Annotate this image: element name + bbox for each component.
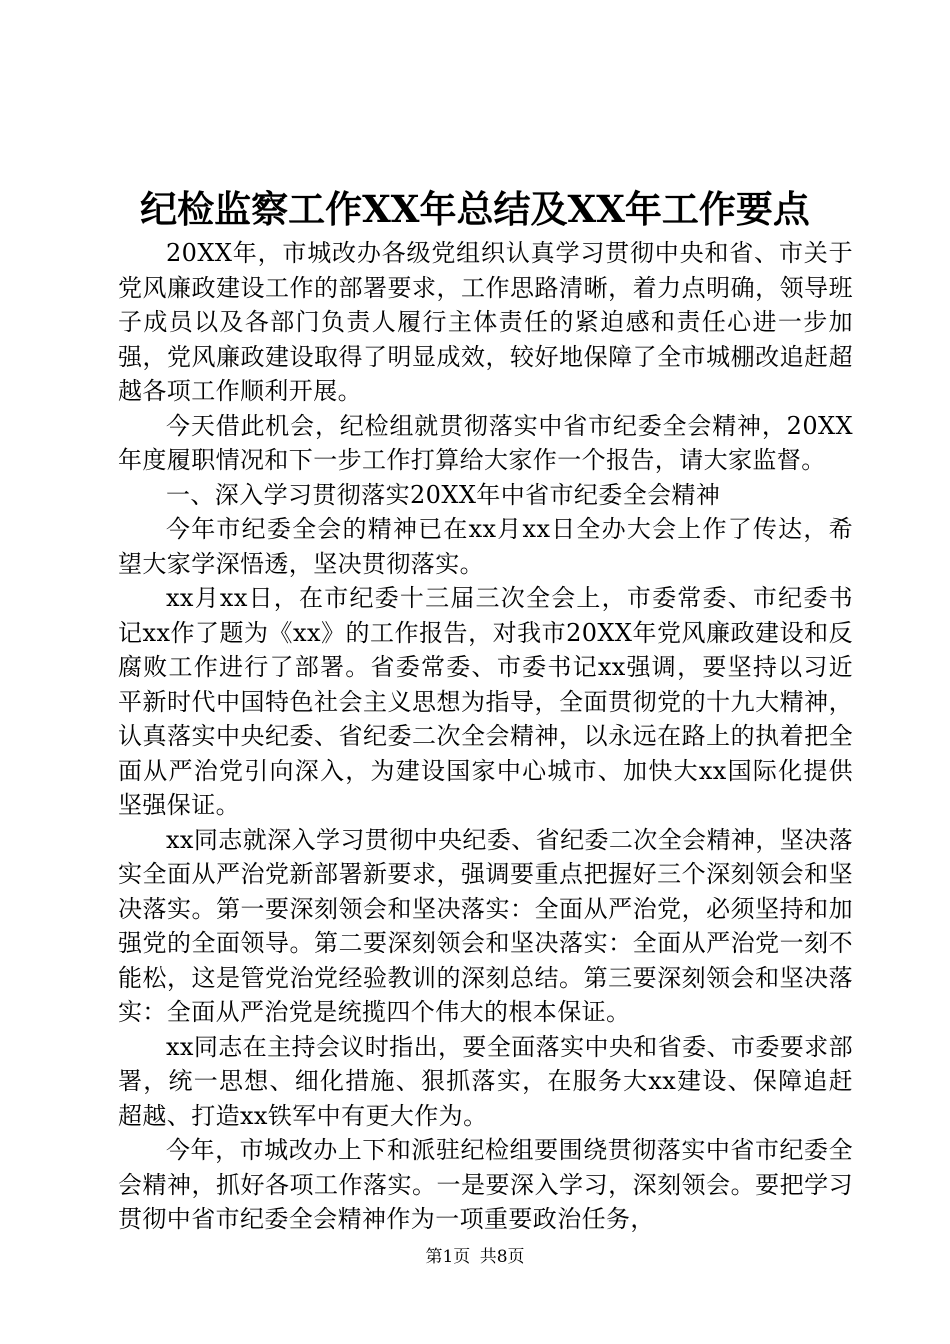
document-title: 纪检监察工作XX年总结及XX年工作要点 <box>140 187 810 231</box>
paragraph: 今年市纪委全会的精神已在xx月xx日全办大会上作了传达，希望大家学深悟透，坚决贯彻落实。 <box>118 515 853 578</box>
paragraph: xx同志在主持会议时指出，要全面落实中央和省委、市委要求部署，统一思想、细化措施、狠抓落实，在服务大xx建设、保障追赶超越、打造xx铁军中有更大作为。 <box>118 1032 853 1130</box>
paragraph: 20XX年，市城改办各级党组织认真学习贯彻中央和省、市关于党风廉政建设工作的部署要求，工作思路清晰，着力点明确，领导班子成员以及各部门负责人履行主体责任的紧迫感和责任心进一步加强，党风廉政建设取得了明显成效，较好地保障了全市城棚改追赶超越各项工作顺利开展。 <box>118 239 853 405</box>
document-body <box>118 236 853 1237</box>
page-footer <box>0 1246 950 1268</box>
paragraph: xx月xx日，在市纪委十三届三次全会上，市委常委、市纪委书记xx作了题为《xx》的工作报告，对我市20XX年党风廉政建设和反腐败工作进行了部署。省委常委、市委书记xx强调，要坚持以习近平新时代中国特色社会主义思想为指导，全面贯彻党的十九大精神，认真落实中央纪委、省纪委二次全会精神，以永远在路上的执着把全面从严治党引向深入，为建设国家中心城市、加快大xx国际化提供坚强保证。 <box>118 584 853 819</box>
section-heading: 一、深入学习贯彻落实20XX年中省市纪委全会精神 <box>166 480 721 509</box>
paragraph: xx同志就深入学习贯彻中央纪委、省纪委二次全会精神，坚决落实全面从严治党新部署新要求，强调要重点把握好三个深刻领会和坚决落实。第一要深刻领会和坚决落实：全面从严治党，必须坚持和加强党的全面领导。第二要深刻领会和坚决落实：全面从严治党一刻不能松，这是管党治党经验教训的深刻总结。第三要深刻领会和坚决落实：全面从严治党是统揽四个伟大的根本保证。 <box>118 825 853 1026</box>
paragraph: 今天借此机会，纪检组就贯彻落实中省市纪委全会精神，20XX年度履职情况和下一步工作打算给大家作一个报告，请大家监督。 <box>118 411 853 474</box>
paragraph: 今年，市城改办上下和派驻纪检组要围绕贯彻落实中省市纪委全会精神，抓好各项工作落实。一是要深入学习，深刻领会。要把学习贯彻中省市纪委全会精神作为一项重要政治任务， <box>118 1136 853 1233</box>
page-total: 共8页 <box>479 1247 525 1267</box>
page-number: 第1页 <box>425 1247 471 1267</box>
